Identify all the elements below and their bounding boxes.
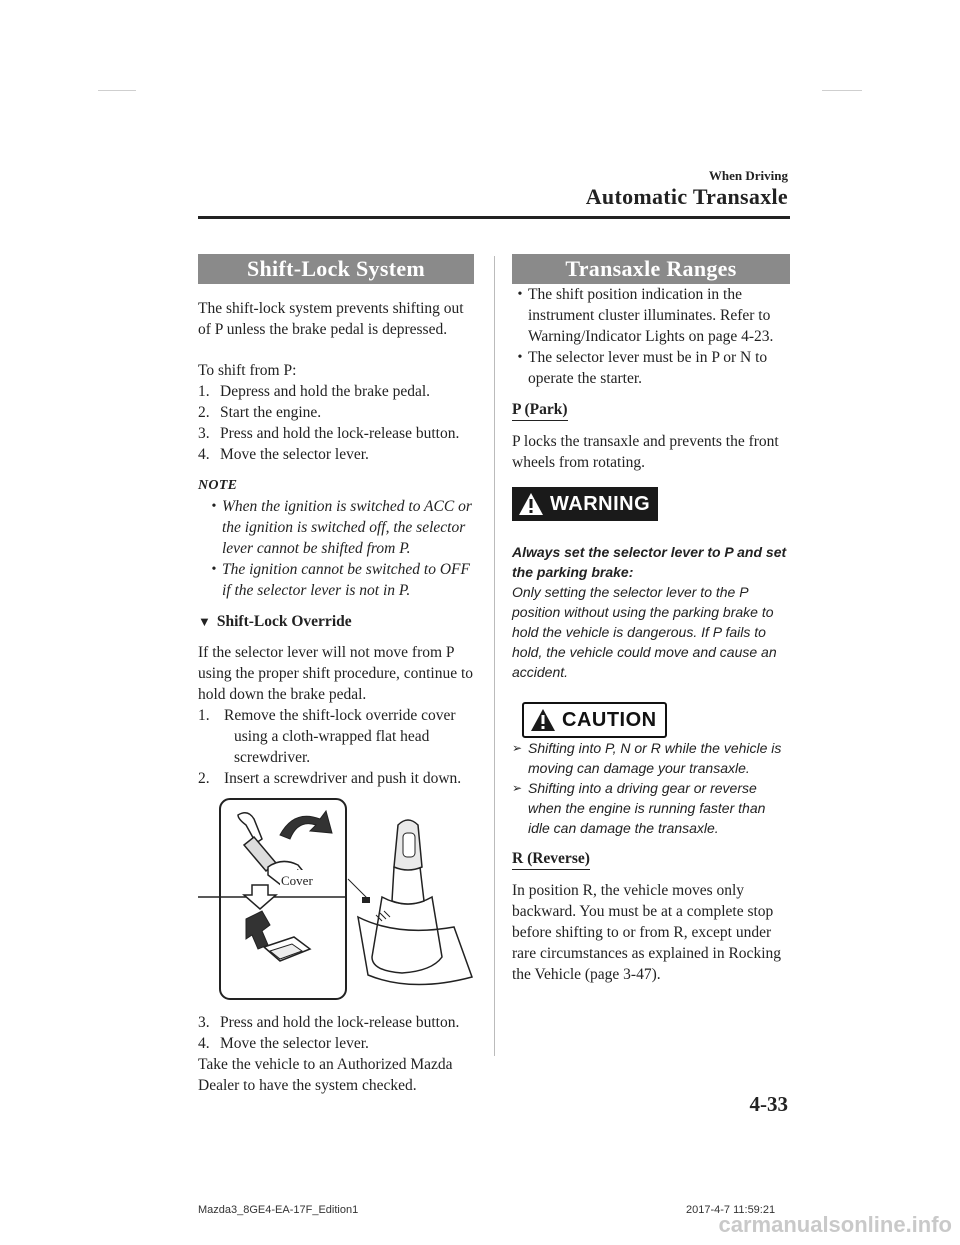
header-title: Automatic Transaxle bbox=[585, 184, 788, 209]
footer-timestamp: 2017-4-7 11:59:21 bbox=[686, 1204, 776, 1216]
reverse-heading: R (Reverse) bbox=[512, 849, 590, 870]
shift-lock-intro: The shift-lock system prevents shifting out of P unless the brake pedal is depressed. bbox=[198, 300, 464, 338]
list-item: • The selector lever must be in P or N to operate the starter. bbox=[517, 349, 768, 387]
warning-triangle-icon bbox=[518, 492, 544, 516]
list-item: 2. Insert a screwdriver and push it down. bbox=[198, 770, 462, 787]
column-divider bbox=[494, 256, 495, 1056]
cover-label: Cover bbox=[280, 870, 314, 891]
list-item: • The ignition cannot be switched to OFF if the selector lever is not in P. bbox=[211, 561, 470, 599]
transaxle-ranges-banner: Transaxle Ranges bbox=[512, 254, 790, 284]
note-heading: NOTE bbox=[198, 478, 238, 493]
shift-lock-figure bbox=[198, 797, 474, 1012]
caution-label-row bbox=[512, 702, 790, 738]
to-shift-label: To shift from P: bbox=[198, 362, 297, 379]
left-column bbox=[198, 254, 474, 1096]
after-steps bbox=[198, 1012, 474, 1054]
header-section: When Driving bbox=[708, 168, 788, 183]
shift-lock-illustration bbox=[198, 797, 474, 1012]
list-item: 2. Start the engine. bbox=[198, 404, 322, 421]
crop-mark-right bbox=[822, 90, 862, 91]
footer-edition: Mazda3_8GE4-EA-17F_Edition1 bbox=[198, 1204, 359, 1216]
triangle-down-icon: ▼ bbox=[198, 614, 211, 629]
park-text: P locks the transaxle and prevents the front wheels from rotating. bbox=[512, 433, 779, 471]
watermark: carmanualsonline.info bbox=[718, 1212, 952, 1237]
warning-label-row bbox=[512, 487, 790, 522]
caution-triangle-icon bbox=[530, 708, 556, 732]
right-column bbox=[512, 254, 790, 985]
park-heading: P (Park) bbox=[512, 400, 568, 421]
override-heading: ▼ Shift-Lock Override bbox=[198, 613, 352, 630]
list-item: ➢ Shifting into P, N or R while the vehicle is moving can damage your transaxle. bbox=[512, 740, 782, 776]
warning-bold-text: Always set the selector lever to P and set the parking brake: bbox=[512, 544, 787, 580]
arrow-right-icon: ➢ bbox=[512, 741, 523, 755]
list-item: 4. Move the selector lever. bbox=[198, 1035, 369, 1052]
caution-label: CAUTION bbox=[522, 702, 667, 738]
list-item: 3. Press and hold the lock-release button. bbox=[198, 425, 460, 442]
note-list bbox=[198, 496, 474, 601]
list-item: 1. Remove the shift-lock override cover using a cloth-wrapped flat head screwdriver. bbox=[198, 707, 456, 766]
list-item: 1. Depress and hold the brake pedal. bbox=[198, 383, 431, 400]
list-item: ➢ Shifting into a driving gear or reverse when the engine is running faster than idle can damage the transaxle. bbox=[512, 780, 766, 836]
reverse-text: In position R, the vehicle moves only backward. You must be at a complete stop before shifting to or from R, except under rare circumstances as explained in Rocking the Vehicle (page 3-47). bbox=[512, 882, 781, 983]
warning-label: WARNING bbox=[512, 487, 658, 521]
warning-text: Only setting the selector lever to the P position without using the parking brake to hold the vehicle is dangerous. If P fails to hold, the vehicle could move and cause an accident. bbox=[512, 584, 777, 680]
shift-lock-banner: Shift-Lock System bbox=[198, 254, 474, 284]
list-item: • The shift position indication in the instrument cluster illuminates. Refer to Warning/Indicator Lights on page 4-23. bbox=[517, 286, 774, 345]
shift-steps bbox=[198, 381, 474, 465]
ranges-bullets bbox=[512, 284, 790, 389]
crop-mark-left bbox=[98, 90, 136, 91]
header-rule bbox=[198, 216, 790, 219]
list-item: 4. Move the selector lever. bbox=[198, 446, 369, 463]
closing-text: Take the vehicle to an Authorized Mazda Dealer to have the system checked. bbox=[198, 1056, 453, 1094]
override-intro: If the selector lever will not move from P using the proper shift procedure, continue to hold down the brake pedal. bbox=[198, 644, 474, 703]
list-item: 3. Press and hold the lock-release button. bbox=[198, 1014, 460, 1031]
arrow-right-icon: ➢ bbox=[512, 781, 523, 795]
caution-list bbox=[512, 738, 790, 838]
page-number: 4-33 bbox=[749, 1092, 788, 1116]
override-steps bbox=[198, 705, 474, 789]
list-item: • When the ignition is switched to ACC or the ignition is switched off, the selector lever cannot be shifted from P. bbox=[211, 498, 472, 557]
